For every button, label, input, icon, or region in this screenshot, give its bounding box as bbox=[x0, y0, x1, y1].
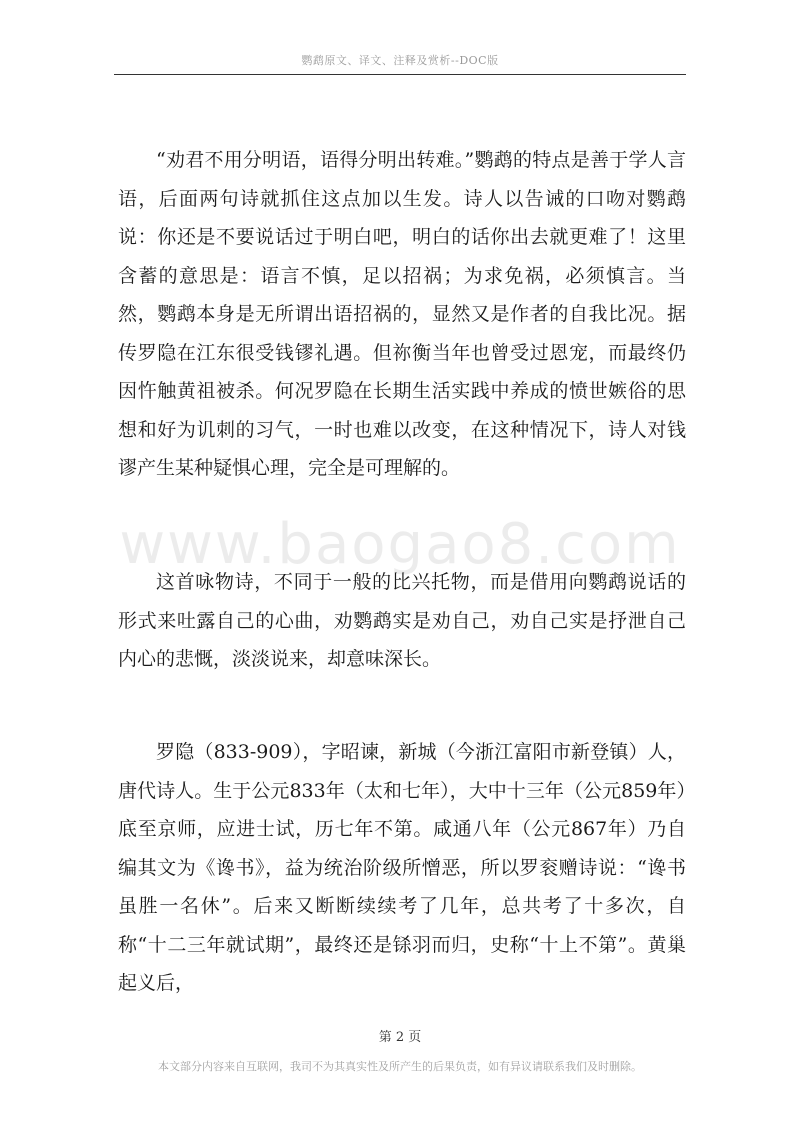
body-paragraph: 这首咏物诗，不同于一般的比兴托物，而是借用向鹦鹉说话的形式来吐露自己的心曲，劝鹦鹉实是劝自己，劝自己实是抒泄自己内心的悲慨，淡淡说来，却意味深长。 bbox=[118, 571, 686, 670]
watermark: www.baogao8.com bbox=[119, 512, 681, 577]
body-paragraph: 罗隐（833-909），字昭谏，新城（今浙江富阳市新登镇）人，唐代诗人。生于公元833年（太和七年），大中十三年（公元859年）底至京师，应进士试，历七年不第。咸通八年（公元867年）乃自编其文为《谗书》，益为统治阶级所憎恶，所以罗衮赠诗说：“谗书虽胜一名休”。后来又断断续续考了几年，总共考了十多次，自称“十二三年就试期”，最终还是铩羽而归，史称“十上不第”。黄巢起义后， bbox=[118, 741, 686, 994]
document-header: 鹦鹉原文、译文、注释及赏析--DOC版 bbox=[301, 54, 499, 67]
page-number: 第 2 页 bbox=[378, 1030, 422, 1045]
header-divider bbox=[114, 74, 686, 75]
body-paragraph: “劝君不用分明语，语得分明出转难。”鹦鹉的特点是善于学人言语，后面两句诗就抓住这点加以生发。诗人以告诫的口吻对鹦鹉说：你还是不要说话过于明白吧，明白的话你出去就更难了！这里含蓄的意思是：语言不慎，足以招祸；为求免祸，必须慎言。当然，鹦鹉本身是无所谓出语招祸的，显然又是作者的自我比况。据传罗隐在江东很受钱镠礼遇。但祢衡当年也曾受过恩宠，而最终仍因忤触黄祖被杀。何况罗隐在长期生活实践中养成的愤世嫉俗的思想和好为讥刺的习气，一时也难以改变，在这种情况下，诗人对钱谬产生某种疑惧心理，完全是可理解的。 bbox=[118, 149, 686, 479]
footer-disclaimer: 本文部分内容来自互联网，我司不为其真实性及所产生的后果负责，如有异议请联系我们及时删除。 bbox=[158, 1060, 642, 1073]
